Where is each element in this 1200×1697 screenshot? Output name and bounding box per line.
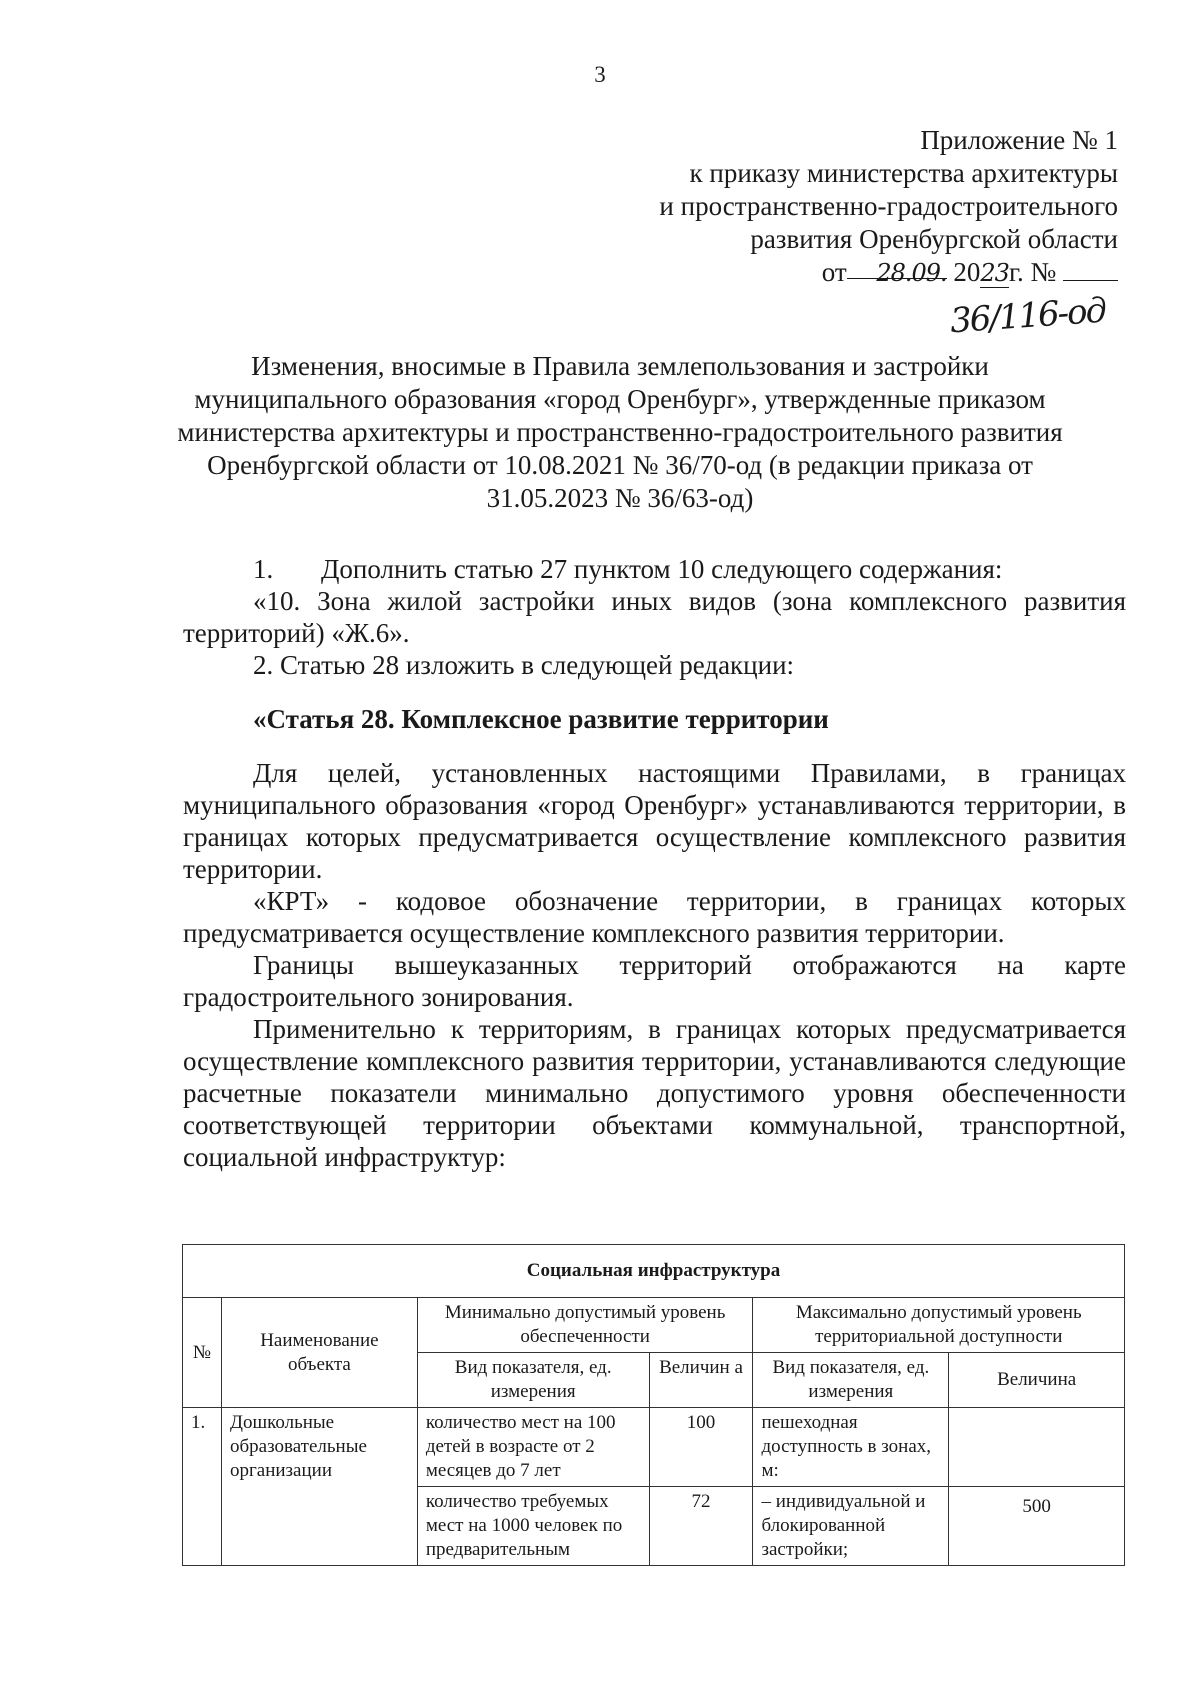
appendix-date-line — [659, 256, 1118, 290]
date-prefix: от — [821, 257, 847, 287]
table-caption: Социальная инфраструктура — [183, 1245, 1125, 1298]
header-min-kind: Вид показателя, ед. измерения — [417, 1353, 649, 1408]
header-min-group: Минимально допустимый уровень обеспеченности — [417, 1298, 753, 1353]
year-suffix: г. № — [1008, 257, 1057, 287]
date-handwritten: 28.09. — [876, 259, 947, 287]
paragraph: Для целей, установленных настоящими Правилами, в границах муниципального образования «город Оренбург» устанавливаются территории, в границах которых предусматривается осуществление комплексного развития территории. — [183, 758, 1126, 884]
social-infrastructure-table — [182, 1244, 1125, 1566]
cell-max-kind: пешеходная доступность в зонах, м: — [753, 1408, 949, 1487]
paragraph: Применительно к территориям, в границах которых предусматривается осуществление комплексного развития территории, устанавливаются следующие расчетные показатели минимально допустимого уровня обеспеченности соответствующей территории объектами коммунальной, транспортной, социальной инфраструктур: — [183, 1014, 1126, 1172]
header-min-value: Величин а — [649, 1353, 753, 1408]
quote-zone: «10. Зона жилой застройки иных видов (зона комплексного развития территорий) «Ж.6». — [183, 586, 1126, 648]
appendix-line: Приложение № 1 — [920, 125, 1118, 155]
title-line: Изменения, вносимые в Правила землепользования и застройки — [251, 351, 989, 381]
item-1 — [183, 553, 1126, 585]
item-1-number: 1. — [253, 554, 274, 584]
number-blank — [1063, 258, 1118, 281]
appendix-line: развития Оренбургской области — [750, 224, 1118, 254]
header-max-kind: Вид показателя, ед. измерения — [753, 1353, 949, 1408]
document-title — [150, 350, 1090, 515]
article-heading: «Статья 28. Комплексное развитие территории — [253, 704, 829, 734]
page-number: 3 — [594, 62, 606, 87]
cell-name: Дошкольные образовательные организации — [221, 1408, 417, 1566]
cell-min-kind: количество мест на 100 детей в возрасте от 2 месяцев до 7 лет — [417, 1408, 649, 1487]
item-1-text: Дополнить статью 27 пунктом 10 следующего содержания: — [321, 554, 1003, 584]
appendix-block — [659, 124, 1118, 290]
cell-min-value: 72 — [649, 1487, 753, 1566]
table-row — [183, 1408, 1125, 1487]
year-prefix: 20 — [953, 257, 981, 287]
title-line: 31.05.2023 № 36/63-од) — [486, 483, 754, 513]
title-line: Оренбургской области от 10.08.2021 № 36/70-од (в редакции приказа от — [207, 450, 1033, 480]
item-2: 2. Статью 28 изложить в следующей редакции: — [253, 650, 795, 680]
document-body — [183, 553, 1126, 1173]
cell-max-value: 500 — [949, 1487, 1125, 1566]
header-max-value: Величина — [949, 1353, 1125, 1408]
handwritten-reg-number: 36/116-од — [948, 290, 1107, 342]
appendix-line: к приказу министерства архитектуры — [689, 158, 1118, 188]
appendix-line: и пространственно-градостроительного — [659, 191, 1118, 221]
year-handwritten: 23 — [980, 259, 1009, 287]
cell-max-kind: – индивидуальной и блокированной застройки; — [753, 1487, 949, 1566]
paragraph: Границы вышеуказанных территорий отображаются на карте градостроительного зонирования. — [183, 950, 1126, 1012]
paragraph: «КРТ» - кодовое обозначение территории, в границах которых предусматривается осуществление комплексного развития территории. — [183, 886, 1126, 948]
cell-max-value — [949, 1408, 1125, 1487]
cell-num: 1. — [183, 1408, 222, 1566]
header-max-group: Максимально допустимый уровень территориальной доступности — [753, 1298, 1125, 1353]
header-name: Наименование объекта — [221, 1298, 417, 1408]
cell-min-kind: количество требуемых мест на 1000 человек по предварительным — [417, 1487, 649, 1566]
title-line: министерства архитектуры и пространственно-градостроительного развития — [177, 417, 1063, 447]
cell-min-value: 100 — [649, 1408, 753, 1487]
header-num: № — [183, 1298, 222, 1408]
title-line: муниципального образования «город Оренбург», утвержденные приказом — [194, 384, 1046, 414]
